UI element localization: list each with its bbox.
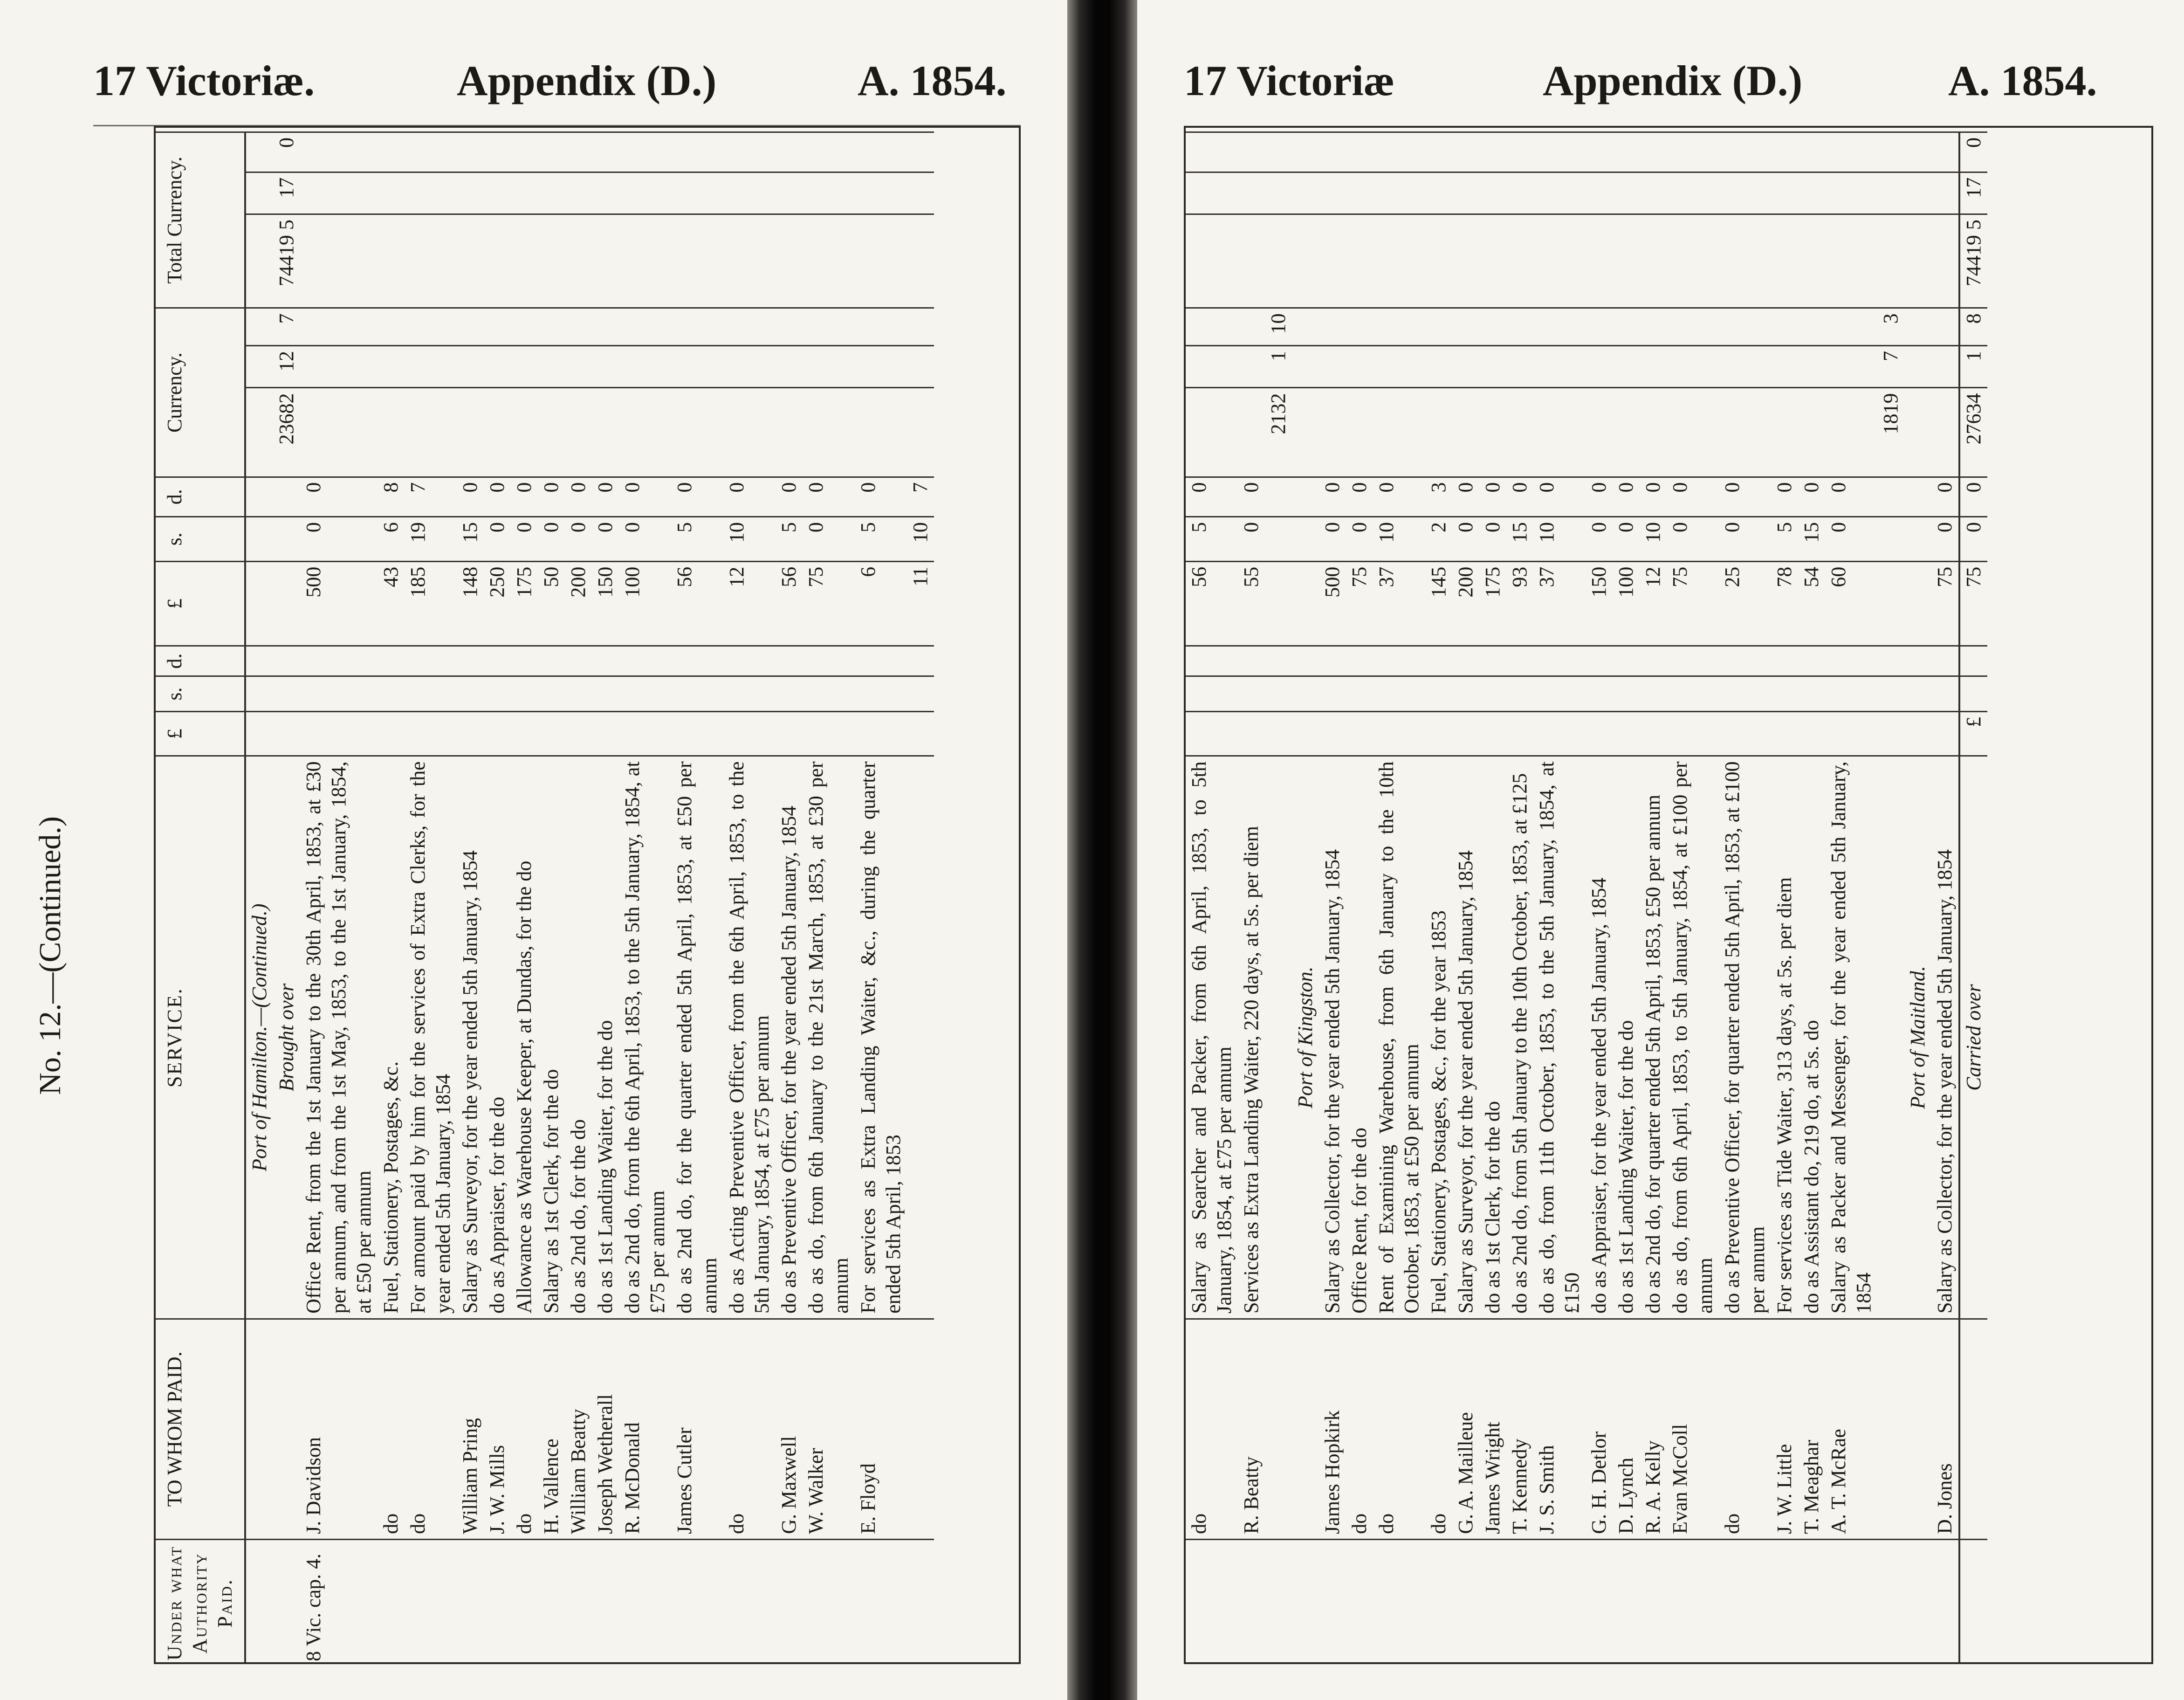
cell-amount-pence: 0 [511, 477, 538, 517]
kingston-rows [1319, 132, 1877, 1665]
cell-amount-pence: 0 [1931, 477, 1959, 517]
amount-pounds: 23682 [273, 388, 300, 477]
total-pence: 0 [273, 132, 300, 172]
cell-amount-pounds: 150 [1586, 561, 1613, 646]
cell-amount-pounds: 185 [405, 561, 457, 646]
cell-amount-pence: 0 [803, 477, 855, 517]
cell-amount-shillings: 0 [1931, 517, 1959, 562]
total-shillings: 17 [273, 172, 300, 214]
section-heading-maitland: Port of Maitland. [1904, 756, 1931, 1319]
right-ledger-table [1186, 131, 1987, 1664]
cell-service: Allowance as Warehouse Keeper, at Dundas, for the do [511, 756, 538, 1319]
cell-payee: J. W. Little [1771, 1319, 1798, 1539]
cell-amount-pence: 0 [1373, 477, 1425, 517]
cell-amount-shillings: 0 [565, 517, 592, 562]
left-ledger-frame [154, 126, 1021, 1664]
cell-amount-pounds: 43 [378, 561, 405, 646]
cell-amount-shillings: 5 [855, 517, 907, 562]
col-pence: d. [156, 646, 245, 676]
cell-amount-pence: 0 [592, 477, 619, 517]
cell-payee: R. McDonald [619, 1319, 671, 1539]
cell-service: do as Preventive Officer, for the year ended 5th January, 1854 [776, 756, 803, 1319]
currency-shillings: 1 [1959, 345, 1987, 388]
cell-payee: H. Vallence [538, 1319, 565, 1539]
cell-amount-shillings: 0 [1479, 517, 1506, 562]
cell-service: do as Assistant do, 219 do, at 5s. do [1798, 756, 1825, 1319]
cell-amount-shillings: 0 [1452, 517, 1479, 562]
ledger-row [592, 132, 619, 1665]
cell-service: do as 1st Clerk, for the do [1479, 756, 1506, 1319]
ledger-row [1452, 132, 1479, 1665]
cell-amount-pence: 0 [1319, 477, 1346, 517]
cell-service: Fuel, Stationery, Postages, &c., for the year 1853 [1425, 756, 1452, 1319]
cell-service: do as 1st Landing Waiter, for the do [592, 756, 619, 1319]
subtotal-pence: 3 [1877, 308, 1904, 346]
amount-pence: 0 [1959, 477, 1987, 517]
total-pounds: 74419 5 [1959, 214, 1987, 308]
ledger-row [1506, 132, 1533, 1665]
total-pence: 0 [1959, 132, 1987, 172]
pounds-sign: £ [1959, 711, 1987, 756]
cell-amount-shillings: 0 [1719, 517, 1771, 562]
cell-payee: A. T. McRae [1825, 1319, 1877, 1539]
cell-amount-pence: 0 [1506, 477, 1533, 517]
cell-payee: James Cutler [671, 1319, 723, 1539]
ledger-row [484, 132, 511, 1665]
cell-payee: William Beatty [565, 1319, 592, 1539]
col-currency: Currency. [156, 308, 245, 477]
cell-amount-pounds: 175 [1479, 561, 1506, 646]
ledger-row [1479, 132, 1506, 1665]
cell-amount-pounds: 100 [619, 561, 671, 646]
cell-authority [671, 1539, 723, 1664]
cell-payee: T. Meaghar [1798, 1319, 1825, 1539]
cell-amount-pence: 0 [1186, 477, 1238, 517]
running-head-regnal-year: 17 Victoriæ [1184, 57, 1395, 104]
cell-amount-pounds: 12 [1640, 561, 1667, 646]
cell-authority [592, 1539, 619, 1664]
cell-service: Services as Extra Landing Waiter, 220 days, at 5s. per diem [1238, 756, 1265, 1319]
cell-authority: 8 Vic. cap. 4. [300, 1539, 378, 1664]
cell-authority [538, 1539, 565, 1664]
ledger-row [855, 132, 907, 1665]
cell-payee: James Wright [1479, 1319, 1506, 1539]
cell-amount-shillings: 0 [511, 517, 538, 562]
cell-amount-pence: 7 [405, 477, 457, 517]
cell-amount-pounds: 78 [1771, 561, 1798, 646]
amount-pence: 7 [907, 477, 934, 517]
hamilton-subtotal-row [1265, 132, 1292, 1665]
amount-pounds: 11 [907, 561, 934, 646]
cell-amount-shillings: 0 [1613, 517, 1640, 562]
cell-amount-pence: 0 [1771, 477, 1798, 517]
left-page [0, 0, 1067, 1700]
cell-amount-shillings: 0 [803, 517, 855, 562]
cell-amount-pence: 0 [619, 477, 671, 517]
maitland-rows [1931, 132, 1959, 1665]
cell-payee: do [1425, 1319, 1452, 1539]
cell-amount-pounds: 25 [1719, 561, 1771, 646]
cell-service: Salary as Packer and Messenger, for the year ended 5th January, 1854 [1825, 756, 1877, 1319]
right-page [1137, 0, 2184, 1700]
cell-payee: J. W. Mills [484, 1319, 511, 1539]
cell-amount-pounds: 6 [855, 561, 907, 646]
cell-payee: D. Jones [1931, 1319, 1959, 1539]
cell-amount-shillings: 5 [776, 517, 803, 562]
cell-amount-pence: 0 [1640, 477, 1667, 517]
cell-amount-pence: 0 [1825, 477, 1877, 517]
ledger-row [300, 132, 378, 1665]
cell-amount-pence: 0 [565, 477, 592, 517]
running-head-year: A. 1854. [858, 57, 1007, 104]
amount-pence: 7 [273, 308, 300, 346]
cell-amount-pounds: 75 [1931, 561, 1959, 646]
cell-service: Salary as Collector, for the year ended 5th January, 1854 [1931, 756, 1959, 1319]
amount-shillings: 10 [907, 517, 934, 562]
cell-payee: R. Beatty [1238, 1319, 1265, 1539]
ledger-row [1640, 132, 1667, 1665]
cell-authority [803, 1539, 855, 1664]
brought-over-label: Brought over [273, 756, 300, 1319]
currency-pence: 8 [1959, 308, 1987, 346]
subtotal-pence: 10 [1265, 308, 1292, 346]
cell-service: do as do, from 11th October, 1853, to the 5th January, 1854, at £150 [1533, 756, 1586, 1319]
cell-service: do as Acting Preventive Officer, from the 6th April, 1853, to the 5th January, 1854, at £75 per annum [723, 756, 776, 1319]
cell-amount-shillings: 5 [671, 517, 723, 562]
ledger-row [1425, 132, 1452, 1665]
cell-authority [619, 1539, 671, 1664]
cell-amount-pounds: 200 [1452, 561, 1479, 646]
cell-amount-shillings: 0 [1586, 517, 1613, 562]
cell-amount-pence: 8 [378, 477, 405, 517]
section-heading-kingston: Port of Kingston. [1292, 756, 1319, 1319]
cell-amount-shillings: 5 [1186, 517, 1238, 562]
cell-amount-pence: 0 [1346, 477, 1373, 517]
cell-amount-shillings: 0 [592, 517, 619, 562]
col-shillings: s. [156, 676, 245, 711]
cell-service: Salary as 1st Clerk, for the do [538, 756, 565, 1319]
cell-payee: do [1373, 1319, 1425, 1539]
cell-payee: do [378, 1319, 405, 1539]
cell-service: Rent of Examining Warehouse, from 6th January to the 10th October, 1853, at £50 per annum [1373, 756, 1425, 1319]
cell-amount-pence: 0 [723, 477, 776, 517]
cell-authority [511, 1539, 538, 1664]
running-head-year: A. 1854. [1948, 57, 2097, 104]
cell-payee: E. Floyd [855, 1319, 907, 1539]
cell-amount-shillings: 15 [1798, 517, 1825, 562]
cell-amount-pounds: 175 [511, 561, 538, 646]
subtotal-pounds: 1819 [1877, 388, 1904, 477]
cell-payee: do [405, 1319, 457, 1539]
ledger-row [1533, 132, 1586, 1665]
ledger-row [405, 132, 457, 1665]
cell-amount-pence: 0 [457, 477, 484, 517]
col-pence: d. [156, 477, 245, 517]
cell-amount-pence: 0 [776, 477, 803, 517]
ledger-row [565, 132, 592, 1665]
cell-payee: William Pring [457, 1319, 484, 1539]
cell-amount-shillings: 0 [300, 517, 378, 562]
cell-amount-pence: 0 [484, 477, 511, 517]
cell-amount-shillings: 5 [1771, 517, 1798, 562]
ledger-row [776, 132, 803, 1665]
cell-amount-shillings: 0 [1238, 517, 1265, 562]
cell-service: For services as Extra Landing Waiter, &c., during the quarter ended 5th April, 1853 [855, 756, 907, 1319]
cell-amount-pence: 3 [1425, 477, 1452, 517]
cell-amount-pounds: 12 [723, 561, 776, 646]
cell-payee: R. A. Kelly [1640, 1319, 1667, 1539]
col-service: SERVICE. [156, 756, 245, 1319]
cell-amount-pence: 0 [1667, 477, 1719, 517]
cell-amount-pounds: 75 [803, 561, 855, 646]
cell-amount-shillings: 0 [1346, 517, 1373, 562]
running-head-appendix: Appendix (D.) [1543, 57, 1803, 104]
cell-service: do as Appraiser, for the do [484, 756, 511, 1319]
cell-payee: do [1346, 1319, 1373, 1539]
cell-payee: Evan McColl [1667, 1319, 1719, 1539]
running-head-regnal-year: 17 Victoriæ. [93, 57, 315, 104]
cell-amount-pounds: 500 [1319, 561, 1346, 646]
cell-authority [457, 1539, 484, 1664]
cell-service: Salary as Searcher and Packer, from 6th April, 1853, to 5th January, 1854, at £75 per annum [1186, 756, 1238, 1319]
ledger-row [1346, 132, 1373, 1665]
ledger-row [1373, 132, 1425, 1665]
cell-amount-pence: 0 [1452, 477, 1479, 517]
cell-amount-shillings: 0 [484, 517, 511, 562]
cell-amount-pence: 0 [1479, 477, 1506, 517]
cell-service: Office Rent, for the do [1346, 756, 1373, 1319]
cell-payee: do [723, 1319, 776, 1539]
cell-amount-pence: 0 [1238, 477, 1265, 517]
cell-service: Office Rent, from the 1st January to the 30th April, 1853, at £30 per annum, and from the 1st May, 1853, to the 1st January, 1854, at £50 per annum [300, 756, 378, 1319]
cell-amount-pounds: 50 [538, 561, 565, 646]
table-title: No. 12.—(Continued.) [33, 816, 67, 1095]
kingston-subtotal-row [1877, 132, 1904, 1665]
cell-amount-pounds: 148 [457, 561, 484, 646]
cell-amount-pounds: 500 [300, 561, 378, 646]
cell-payee: J. Davidson [300, 1319, 378, 1539]
cell-payee: James Hopkirk [1319, 1319, 1346, 1539]
cell-amount-pence: 0 [1798, 477, 1825, 517]
cell-payee: W. Walker [803, 1319, 855, 1539]
cell-amount-pounds: 37 [1533, 561, 1586, 646]
cell-service: For services as Tide Waiter, 313 days, at 5s. per diem [1771, 756, 1798, 1319]
subtotal-pounds: 2132 [1265, 388, 1292, 477]
total-pounds: 74419 5 [273, 214, 300, 308]
cell-amount-pence: 0 [1719, 477, 1771, 517]
cell-amount-shillings: 15 [1506, 517, 1533, 562]
cell-service: do as 2nd do, from the 6th April, 1853, to the 5th January, 1854, at £75 per annum [619, 756, 671, 1319]
cell-amount-pounds: 75 [1346, 561, 1373, 646]
cell-service: do as Preventive Officer, for quarter ended 5th April, 1853, at £100 per annum [1719, 756, 1771, 1319]
ledger-row [1771, 132, 1798, 1665]
total-shillings: 17 [1959, 172, 1987, 214]
col-pounds: £ [156, 561, 245, 646]
cell-authority [484, 1539, 511, 1664]
cell-amount-pounds: 93 [1506, 561, 1533, 646]
cell-amount-pounds: 37 [1373, 561, 1425, 646]
cell-amount-pounds: 100 [1613, 561, 1640, 646]
cell-payee: do [1719, 1319, 1771, 1539]
cell-amount-pence: 0 [1586, 477, 1613, 517]
cell-amount-pounds: 56 [776, 561, 803, 646]
cell-amount-shillings: 0 [619, 517, 671, 562]
right-ledger-frame [1184, 126, 2153, 1664]
cell-amount-shillings: 0 [1319, 517, 1346, 562]
cell-payee: G. A. Mailleue [1452, 1319, 1479, 1539]
cell-service: do as 2nd do, for the quarter ended 5th April, 1853, at £50 per annum [671, 756, 723, 1319]
cell-amount-shillings: 0 [538, 517, 565, 562]
cell-amount-pence: 0 [1613, 477, 1640, 517]
currency-pounds: 27634 [1959, 388, 1987, 477]
ledger-row [619, 132, 671, 1665]
cell-amount-pounds: 55 [1238, 561, 1265, 646]
cell-amount-pence: 0 [300, 477, 378, 517]
section-row [245, 132, 273, 1665]
cell-amount-shillings: 6 [378, 517, 405, 562]
cell-amount-pounds: 250 [484, 561, 511, 646]
ledger-row [457, 132, 484, 1665]
ledger-row [1319, 132, 1346, 1665]
ledger-row [378, 132, 405, 1665]
cell-authority [723, 1539, 776, 1664]
cell-service: do as Appraiser, for the year ended 5th January, 1854 [1586, 756, 1613, 1319]
col-authority: Under what Authority Paid. [156, 1539, 245, 1664]
cell-amount-shillings: 0 [1667, 517, 1719, 562]
cell-payee: T. Kennedy [1506, 1319, 1533, 1539]
ledger-row [1186, 132, 1238, 1665]
col-payee: TO WHOM PAID. [156, 1319, 245, 1539]
section-row [1904, 132, 1931, 1665]
ledger-row [1238, 132, 1265, 1665]
cell-payee: J. S. Smith [1533, 1319, 1586, 1539]
ledger-row [671, 132, 723, 1665]
carried-over-row [1959, 132, 1987, 1665]
cell-amount-pence: 0 [538, 477, 565, 517]
cell-amount-pence: 0 [855, 477, 907, 517]
ledger-row [1667, 132, 1719, 1665]
cell-amount-shillings: 2 [1425, 517, 1452, 562]
cell-authority [405, 1539, 457, 1664]
cell-amount-shillings: 10 [1373, 517, 1425, 562]
brought-over-row [273, 132, 300, 1665]
col-shillings: s. [156, 517, 245, 562]
section-row [1292, 132, 1319, 1665]
cell-amount-pence: 0 [671, 477, 723, 517]
right-top-rows [1186, 132, 1265, 1665]
ledger-row [1931, 132, 1959, 1665]
cell-payee: D. Lynch [1613, 1319, 1640, 1539]
col-total-currency: Total Currency. [156, 132, 245, 308]
amount-pounds: 75 [1959, 561, 1987, 646]
cell-service: do as 2nd do, from 5th January to the 10th October, 1853, at £125 [1506, 756, 1533, 1319]
column-header-row [156, 132, 245, 1665]
subtotal-shillings: 1 [1265, 345, 1292, 388]
cell-amount-shillings: 10 [723, 517, 776, 562]
cell-payee: G. Maxwell [776, 1319, 803, 1539]
running-head-appendix: Appendix (D.) [457, 57, 717, 104]
cell-authority [776, 1539, 803, 1664]
cell-amount-shillings: 19 [405, 517, 457, 562]
cell-service: Salary as Collector, for the year ended 5th January, 1854 [1319, 756, 1346, 1319]
cell-service: do as 1st Landing Waiter, for the do [1613, 756, 1640, 1319]
cell-amount-pounds: 60 [1825, 561, 1877, 646]
cell-authority [378, 1539, 405, 1664]
cell-amount-shillings: 10 [1640, 517, 1667, 562]
amount-shillings: 0 [1959, 517, 1987, 562]
cell-amount-pounds: 54 [1798, 561, 1825, 646]
ledger-row [803, 132, 855, 1665]
subtotal-shillings: 7 [1877, 345, 1904, 388]
ledger-row [723, 132, 776, 1665]
cell-service: do as 2nd do, for the do [565, 756, 592, 1319]
cell-amount-shillings: 0 [1825, 517, 1877, 562]
cell-amount-pence: 0 [1533, 477, 1586, 517]
col-pounds: £ [156, 711, 245, 756]
ledger-row [1613, 132, 1640, 1665]
cell-authority [855, 1539, 907, 1664]
cell-amount-pounds: 145 [1425, 561, 1452, 646]
cell-amount-pounds: 75 [1667, 561, 1719, 646]
ledger-row [1719, 132, 1771, 1665]
ledger-row [1825, 132, 1877, 1665]
ledger-row [1586, 132, 1613, 1665]
cell-amount-shillings: 10 [1533, 517, 1586, 562]
cell-amount-pounds: 56 [671, 561, 723, 646]
carried-over-label: Carried over [1959, 756, 1987, 1319]
cell-service: For amount paid by him for the services of Extra Clerks, for the year ended 5th January, 1854 [405, 756, 457, 1319]
cell-service: Salary as Surveyor, for the year ended 5th January, 1854 [457, 756, 484, 1319]
cell-service: do as do, from 6th April, 1853, to 5th January, 1854, at £100 per annum [1667, 756, 1719, 1319]
left-ledger-rows [300, 132, 907, 1665]
cell-payee: do [511, 1319, 538, 1539]
ledger-row [538, 132, 565, 1665]
cell-service: Fuel, Stationery, Postages, &c. [378, 756, 405, 1319]
ledger-row [511, 132, 538, 1665]
cell-service: do as do, from 6th January to the 21st March, 1853, at £30 per annum [803, 756, 855, 1319]
cell-amount-shillings: 15 [457, 517, 484, 562]
cell-payee: do [1186, 1319, 1238, 1539]
final-amount-row [907, 132, 934, 1665]
book-gutter [1067, 0, 1137, 1700]
cell-service: Salary as Surveyor, for the year ended 5th January, 1854 [1452, 756, 1479, 1319]
cell-amount-pounds: 56 [1186, 561, 1238, 646]
cell-amount-pounds: 200 [565, 561, 592, 646]
ledger-row [1798, 132, 1825, 1665]
cell-authority [565, 1539, 592, 1664]
amount-shillings: 12 [273, 345, 300, 388]
cell-amount-pounds: 150 [592, 561, 619, 646]
cell-payee: G. H. Detlor [1586, 1319, 1613, 1539]
left-ledger-table [156, 131, 934, 1664]
section-heading: Port of Hamilton.—(Continued.) [245, 756, 273, 1319]
cell-service: do as 2nd do, for quarter ended 5th April, 1853, £50 per annum [1640, 756, 1667, 1319]
cell-payee: Joseph Wetherall [592, 1319, 619, 1539]
